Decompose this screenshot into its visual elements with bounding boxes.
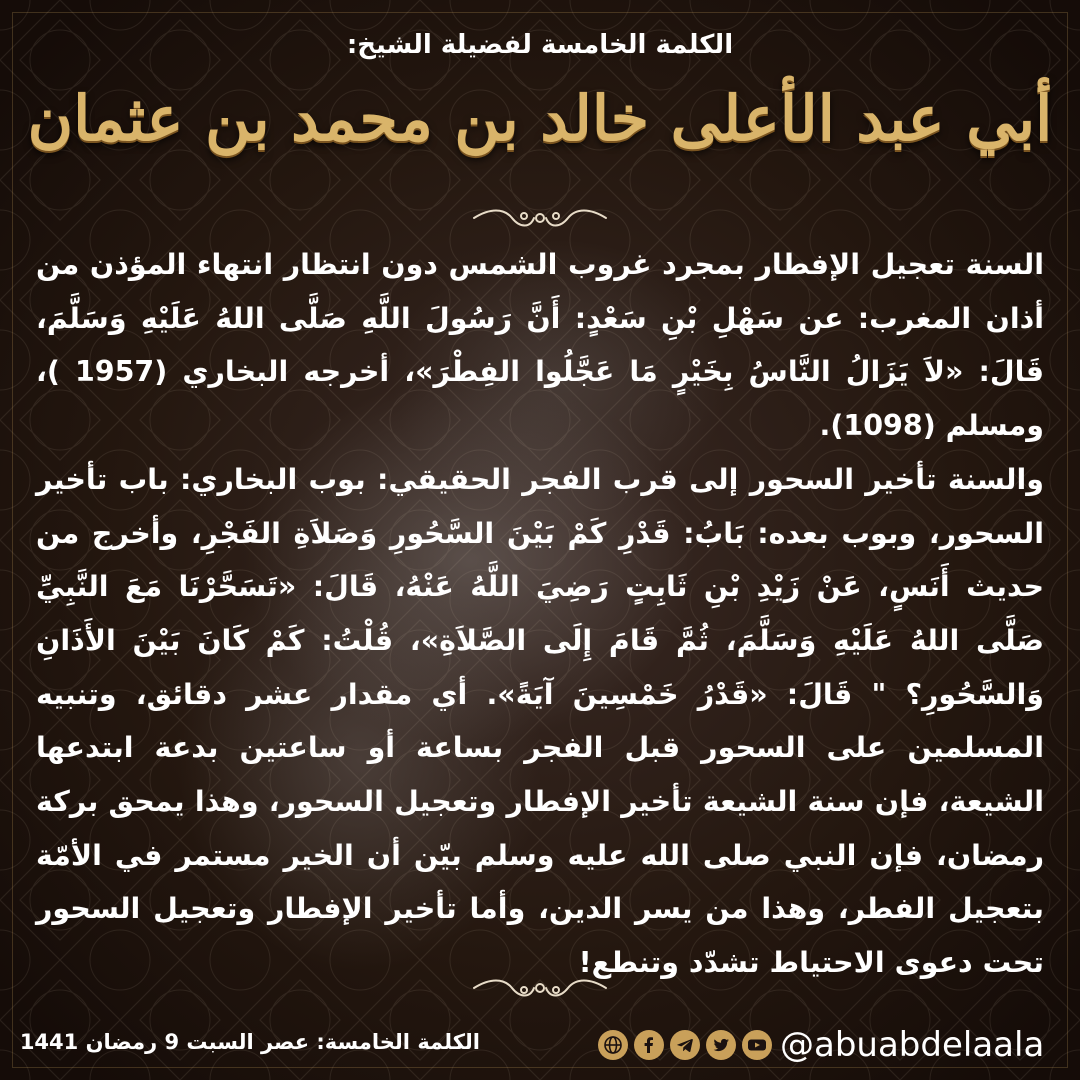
youtube-icon[interactable]: [742, 1030, 772, 1060]
article-body: [36, 238, 1044, 990]
paragraph-suhoor: والسنة تأخير السحور إلى قرب الفجر الحقيقي: بوب البخاري: باب تأخير السحور، وبوب بعده: بَابُ: قَدْرِ كَمْ بَيْنَ السَّحُورِ وَصَلاَةِ الفَجْرِ، وأخرج من حديث أَنَسٍ، عَنْ زَيْدِ بْنِ ثَابِتٍ رَضِيَ اللَّهُ عَنْهُ، قَالَ: «تَسَحَّرْنَا مَعَ النَّبِيِّ صَلَّى اللهُ عَلَيْهِ وَسَلَّمَ، ثُمَّ قَامَ إِلَى الصَّلاَةِ»، قُلْتُ: كَمْ كَانَ بَيْنَ الأَذَانِ وَالسَّحُورِ؟ " قَالَ: «قَدْرُ خَمْسِينَ آيَةً». أي مقدار عشر دقائق، وتنبيه المسلمين على السحور قبل الفجر بساعة أو ساعتين بدعة ابتدعها الشيعة، فإن سنة الشيعة تأخير الإفطار وتعجيل السحور، وهذا يمحق بركة رمضان، فإن النبي صلى الله عليه وسلم بيّن أن الخير مستمر في الأمّة بتعجيل الفطر، وهذا من يسر الدين، وأما تأخير الإفطار وتعجيل السحور تحت دعوى الاحتياط تشدّد وتنطع!: [36, 462, 1044, 980]
telegram-icon[interactable]: [670, 1030, 700, 1060]
paragraph-iftar: السنة تعجيل الإفطار بمجرد غروب الشمس دون انتظار انتهاء المؤذن من أذان المغرب: عن سَهْلِ بْنِ سَعْدٍ: أَنَّ رَسُولَ اللَّهِ صَلَّى اللهُ عَلَيْهِ وَسَلَّمَ، قَالَ: «لاَ يَزَالُ النَّاسُ بِخَيْرٍ مَا عَجَّلُوا الفِطْرَ»، أخرجه البخاري (1957 )، ومسلم (1098).: [36, 248, 1044, 443]
twitter-icon[interactable]: [706, 1030, 736, 1060]
globe-icon[interactable]: [598, 1030, 628, 1060]
social-links: [598, 1026, 1044, 1064]
footer: [0, 1020, 1080, 1070]
facebook-icon[interactable]: [634, 1030, 664, 1060]
ornament-divider-top: [470, 204, 610, 232]
ornament-divider-bottom: [470, 974, 610, 1002]
footer-date: الكلمة الخامسة: عصر السبت 9 رمضان 1441: [19, 1030, 480, 1054]
post-subtitle: الكلمة الخامسة لفضيلة الشيخ:: [346, 30, 734, 60]
sheikh-name-calligraphy: أبي عبد الأعلى خالد بن محمد بن عثمان: [27, 82, 1053, 155]
social-handle[interactable]: @abuabdelaala: [780, 1025, 1045, 1065]
